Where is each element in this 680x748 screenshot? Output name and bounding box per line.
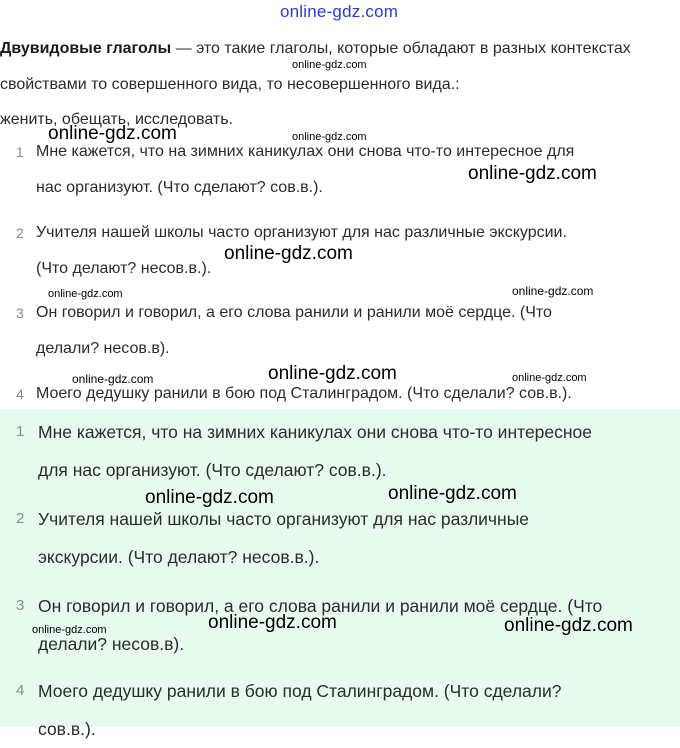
watermark: online-gdz.com bbox=[224, 243, 353, 264]
watermark: online-gdz.com bbox=[504, 615, 633, 636]
item-number: 1 bbox=[16, 423, 25, 440]
item-line: Он говорил и говорил, а его слова ранили и ранили моё сердце. (Что bbox=[36, 304, 552, 321]
item-line: экскурсии. (Что делают? несов.в.). bbox=[38, 547, 320, 567]
item-number: 2 bbox=[16, 225, 24, 241]
watermark: online-gdz.com bbox=[512, 284, 594, 298]
item-line: Учителя нашей школы часто организуют для нас различные экскурсии. bbox=[36, 224, 567, 241]
item-line: Он говорил и говорил, а его слова ранили и ранили моё сердце. (Что bbox=[38, 596, 603, 616]
item-line: Учителя нашей школы часто организуют для нас различные bbox=[38, 509, 530, 529]
watermark: online-gdz.com bbox=[468, 163, 597, 184]
watermark: online-gdz.com bbox=[208, 612, 337, 633]
examples: женить, обещать, исследовать. bbox=[0, 111, 234, 128]
item-number: 2 bbox=[16, 510, 25, 527]
watermark-top: online-gdz.com bbox=[280, 2, 399, 21]
watermark: online-gdz.com bbox=[32, 624, 107, 636]
item-line: нас организуют. (Что сделают? сов.в.). bbox=[36, 179, 323, 196]
item-line: Моего дедушку ранили в бою под Сталинградом. (Что сделали? сов.в.). bbox=[36, 385, 572, 402]
item-line: делали? несов.в). bbox=[36, 340, 170, 357]
item-number: 4 bbox=[16, 386, 24, 402]
item-line: Мне кажется, что на зимних каникулах они снова что-то интересное для bbox=[36, 143, 575, 160]
watermark: online-gdz.com bbox=[145, 487, 274, 508]
watermark: online-gdz.com bbox=[292, 59, 367, 71]
watermark: online-gdz.com bbox=[292, 131, 367, 143]
item-number: 3 bbox=[16, 305, 24, 321]
item-number: 3 bbox=[16, 597, 25, 614]
item-line: Мне кажется, что на зимних каникулах они снова что-то интересное bbox=[38, 422, 593, 442]
item-line: (Что делают? несов.в.). bbox=[36, 260, 212, 277]
item-line: сов.в.). bbox=[38, 719, 96, 739]
item-number: 4 bbox=[16, 682, 25, 699]
item-line: Моего дедушку ранили в бою под Сталинградом. (Что сделали? bbox=[38, 681, 562, 701]
term: Двувидовые глаголы bbox=[0, 40, 172, 57]
watermark: online-gdz.com bbox=[388, 483, 517, 504]
intro-paragraph bbox=[0, 31, 672, 138]
watermark: online-gdz.com bbox=[72, 372, 154, 386]
watermark: online-gdz.com bbox=[268, 363, 397, 384]
item-number: 1 bbox=[16, 144, 24, 160]
definition: — это такие глаголы, которые обладают в разных контекстах свойствами то совершенного вида, то несовершенного вида.: bbox=[0, 40, 631, 93]
watermark: online-gdz.com bbox=[48, 288, 123, 300]
watermark: online-gdz.com bbox=[512, 372, 587, 384]
item-line: делали? несов.в). bbox=[38, 634, 185, 654]
item-line: для нас организуют. (Что сделают? сов.в.). bbox=[38, 460, 387, 480]
watermark: online-gdz.com bbox=[48, 123, 177, 144]
